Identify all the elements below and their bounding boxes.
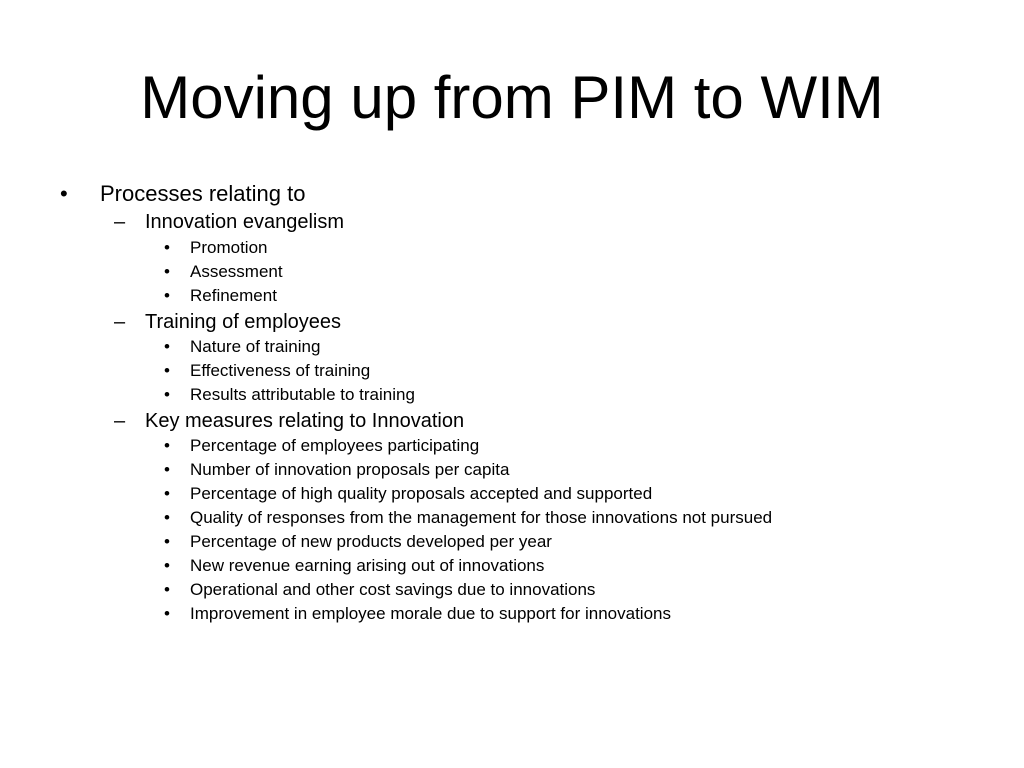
subheading-text: Training of employees bbox=[145, 311, 342, 333]
bullet-marker: • bbox=[164, 238, 170, 257]
bullet-marker: • bbox=[164, 286, 170, 305]
dash-marker: – bbox=[114, 311, 126, 333]
dash-marker: – bbox=[114, 211, 126, 233]
bullet-marker: • bbox=[164, 604, 170, 623]
bullet-marker: • bbox=[164, 508, 170, 527]
list-item-text: Effectiveness of training bbox=[190, 361, 371, 380]
bullet-marker: • bbox=[164, 460, 170, 479]
list-item-text: Assessment bbox=[190, 262, 283, 281]
bullet-marker: • bbox=[164, 580, 170, 599]
list-item-text: Promotion bbox=[190, 238, 268, 257]
bullet-marker: • bbox=[60, 181, 68, 206]
dash-marker: – bbox=[114, 410, 126, 432]
list-item-text: Refinement bbox=[190, 286, 277, 305]
bullet-marker: • bbox=[164, 385, 170, 404]
list-item-text: Nature of training bbox=[190, 337, 321, 356]
list-item-text: Percentage of employees participating bbox=[190, 436, 480, 455]
subheading-text: Key measures relating to Innovation bbox=[145, 410, 465, 432]
subheading-text: Innovation evangelism bbox=[145, 211, 345, 233]
list-item-text: Quality of responses from the management for those innovations not pursued bbox=[190, 508, 773, 527]
bullet-marker: • bbox=[164, 532, 170, 551]
list-item-text: Results attributable to training bbox=[190, 385, 415, 404]
bullet-marker: • bbox=[164, 361, 170, 380]
slide-title: Moving up from PIM to WIM bbox=[140, 64, 884, 131]
bullet-text: Processes relating to bbox=[100, 181, 306, 206]
list-item-text: Improvement in employee morale due to support for innovations bbox=[190, 604, 671, 623]
bullet-marker: • bbox=[164, 484, 170, 503]
bullet-marker: • bbox=[164, 337, 170, 356]
list-item-text: Number of innovation proposals per capita bbox=[190, 460, 510, 479]
bullet-marker: • bbox=[164, 556, 170, 575]
bullet-marker: • bbox=[164, 436, 170, 455]
list-item-text: Operational and other cost savings due to innovations bbox=[190, 580, 596, 599]
list-item-text: Percentage of new products developed per year bbox=[190, 532, 552, 551]
list-item-text: New revenue earning arising out of innovations bbox=[190, 556, 545, 575]
bullet-marker: • bbox=[164, 262, 170, 281]
list-item-text: Percentage of high quality proposals accepted and supported bbox=[190, 484, 653, 503]
